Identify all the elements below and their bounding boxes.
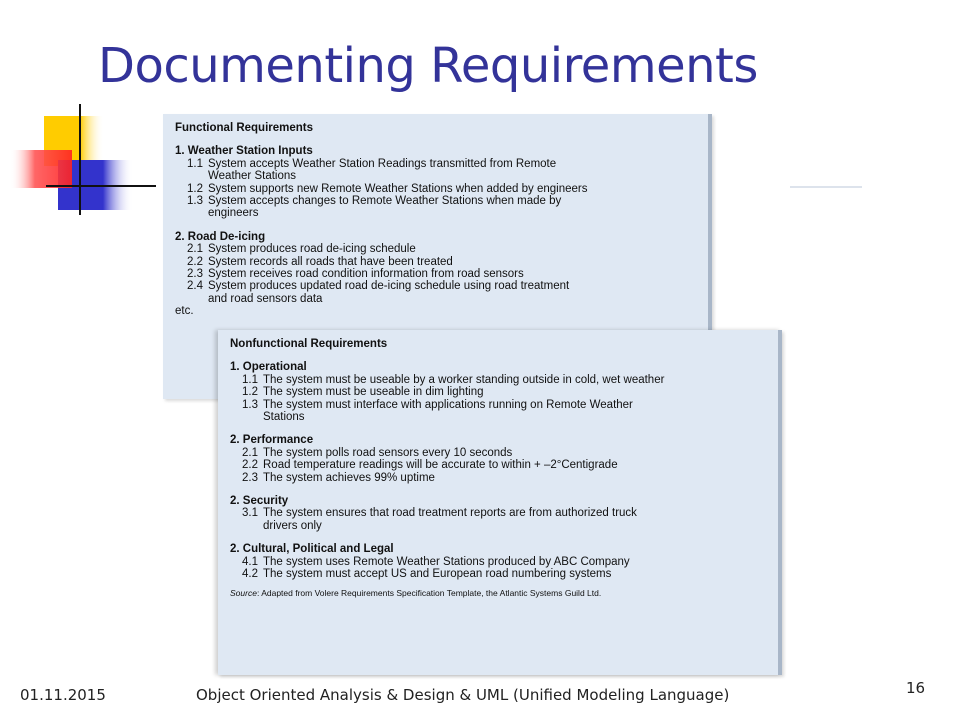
list-item: 2.4 System produces updated road de-icing schedule using road treatment and road sensors data [187,280,570,305]
nonfunctional-heading: Nonfunctional Requirements [230,338,388,350]
list-item: 2.2 Road temperature readings will be accurate to within + –2°Centigrade [242,459,618,472]
source-note: Source: Adapted from Volere Requirements Specification Template, the Atlantic Systems Guild Ltd. [230,587,602,598]
nonfunctional-requirements-panel [218,330,782,675]
nonfunctional-section-3: 2. Security 3.1 The system ensures that road treatment reports are from authorized truck drivers only [230,495,664,532]
page-number: 16 [906,679,926,697]
nonfunctional-section-4: 2. Cultural, Political and Legal 4.1 The system uses Remote Weather Stations produced by ABC Company 4.2 The system must accept US and European road numbering systems [230,543,664,580]
functional-section-1: 1. Weather Station Inputs 1.1 System accepts Weather Station Readings transmitted from Remote Weather Stations 1.2 System supports new Remote Weather Stations when added by engineers 1.3 System accepts changes to Remote Weather Stations when made by engineers [175,145,588,220]
footer-date: 01.11.2015 [20,686,106,704]
slide-title: Documenting Requirements [98,38,758,94]
list-item: 1.2 System supports new Remote Weather Stations when added by engineers [187,182,588,195]
etc-text: etc. [175,305,194,318]
list-item: 1.1 System accepts Weather Station Readings transmitted from Remote Weather Stations [187,157,557,183]
functional-heading: Functional Requirements [175,122,314,134]
list-item: 4.1 The system uses Remote Weather Stations produced by ABC Company [242,555,630,568]
list-item: 2.3 System receives road condition information from road sensors [187,268,524,281]
divider-line [790,186,862,188]
list-item: 1.3 System accepts changes to Remote Weather Stations when made by engineers [187,195,562,220]
list-item: 2.3 The system achieves 99% uptime [242,471,435,484]
list-item: 2.1 System produces road de-icing schedule [187,243,416,256]
list-item: 1.1 The system must be useable by a worker standing outside in cold, wet weather [242,373,665,386]
paper-wave-edge [218,652,778,682]
red-square [10,150,72,188]
list-item: 2.2 System records all roads that have been treated [187,255,453,268]
list-item: 4.2 The system must accept US and European road numbering systems [242,568,612,581]
footer-course-title: Object Oriented Analysis & Design & UML (Unified Modeling Language) [196,686,730,704]
list-item: 1.2 The system must be useable in dim lighting [242,386,484,399]
nonfunctional-section-2: 2. Performance 2.1 The system polls road sensors every 10 seconds 2.2 Road temperature readings will be accurate to within + –2°Centigrade 2.3 The system achieves 99% uptime [230,434,664,484]
list-item: 3.1 The system ensures that road treatment reports are from authorized truck drivers only [242,507,637,532]
functional-section-2: 2. Road De-icing 2.1 System produces road de-icing schedule 2.2 System records all roads that have been treated 2.3 System receives road condition information from road sensors 2.4 System produces updated road de-icing schedule using road treatment and road sensors data etc. [175,231,588,318]
decorative-squares [0,100,170,220]
nonfunctional-section-1: 1. Operational 1.1 The system must be useable by a worker standing outside in cold, wet weather 1.2 The system must be useable in dim lighting 1.3 The system must interface with applications running on Remote Weather Stations [230,361,665,424]
list-item: 1.3 The system must interface with applications running on Remote Weather Stations [242,398,633,424]
list-item: 2.1 The system polls road sensors every 10 seconds [242,446,513,459]
